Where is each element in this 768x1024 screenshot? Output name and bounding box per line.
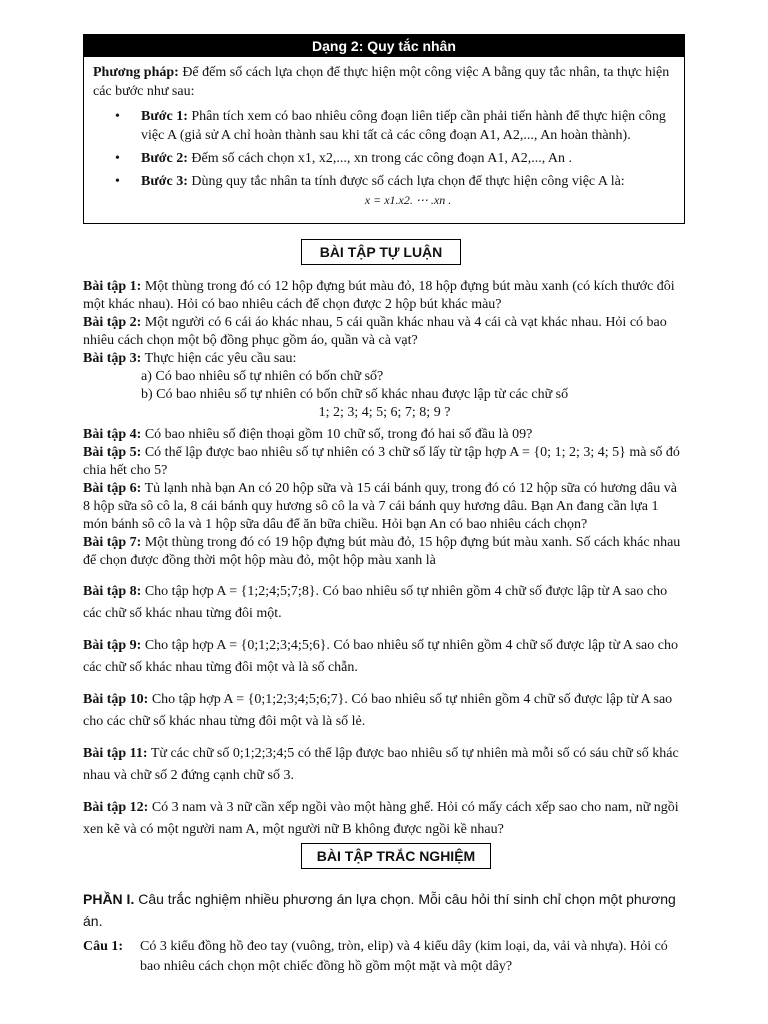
method-box (83, 34, 685, 224)
method-steps (93, 107, 675, 210)
exercise-text: Một thùng trong đó có 12 hộp đựng bút màu đỏ, 18 hộp đựng bút màu xanh (có kích thước đôi một khác nhau). Hỏi có bao nhiêu cách để chọn được 2 hộp bút khác màu? (83, 279, 675, 312)
exercise-11 (83, 743, 686, 787)
exercise-text: Một thùng trong đó có 19 hộp đựng bút màu đỏ, 15 hộp đựng bút màu xanh. Số cách khác nhau để chọn được đồng thời một hộp màu đỏ, một hộp màu xanh là (83, 535, 681, 568)
step-text: Dùng quy tắc nhân ta tính được số cách lựa chọn để thực hiện công việc A là: (187, 174, 625, 189)
method-formula: x = x1.x2. ⋯ .xn . (364, 193, 452, 207)
exercise-label: Bài tập 3: (83, 351, 142, 366)
exercise-10 (83, 689, 686, 733)
step-text: Phân tích xem có bao nhiêu công đoạn liên tiếp cần phải tiến hành để thực hiện công việc A (giả sử A chỉ hoàn thành sau khi tất cả các công đoạn A1, A2,..., An hoàn thành). (141, 109, 666, 143)
step-label: Bước 3: (141, 174, 188, 189)
exercise-text: Có thể lập được bao nhiêu số tự nhiên có 3 chữ số lấy từ tập hợp A = {0; 1; 2; 3; 4; 5} mà số đó chia hết cho 5? (83, 445, 680, 478)
part-1-text: Câu trắc nghiệm nhiều phương án lựa chọn. Mỗi câu hỏi thí sinh chỉ chọn một phương án. (83, 891, 676, 929)
bullet-icon: • (115, 151, 120, 166)
step-label: Bước 1: (141, 109, 188, 124)
question-1-label: Câu 1: (83, 939, 124, 954)
exercise-text: Cho tập hợp A = {0;1;2;3;4;5;6}. Có bao nhiêu số tự nhiên gồm 4 chữ số được lập từ A sao cho các chữ số khác nhau từng đôi một và là số chẵn. (83, 638, 678, 675)
section-title-trac-nghiem: BÀI TẬP TRẮC NGHIỆM (301, 843, 491, 869)
exercise-list-1 (83, 278, 686, 570)
exercise-3 (83, 350, 686, 368)
exercise-list-2 (83, 581, 686, 841)
exercise-3-set: 1; 2; 3; 4; 5; 6; 7; 8; 9 ? (318, 405, 451, 420)
part-1-label: PHẦN I. (83, 891, 135, 907)
exercise-2 (83, 314, 686, 350)
exercise-text: Tủ lạnh nhà bạn An có 20 hộp sữa và 15 cái bánh quy, trong đó có 12 hộp sữa có hương dâu và 8 hộp sữa sô cô la, 8 cái bánh quy hương sô cô la và 7 cái bánh quy hương dâu. Bạn An đang cần lựa 1 món bánh sô cô la và 1 hộp sữa dâu để ăn bữa chiều. Hỏi bạn An có bao nhiêu cách chọn? (83, 481, 677, 532)
exercise-text: Cho tập hợp A = {1;2;4;5;7;8}. Có bao nhiêu số tự nhiên gồm 4 chữ số được lập từ A sao cho các chữ số khác nhau từng đôi một. (83, 584, 668, 621)
step-text: Đếm số cách chọn x1, x2,..., xn trong các công đoạn A1, A2,..., An . (187, 151, 573, 166)
exercise-text: Có bao nhiêu số điện thoại gồm 10 chữ số, trong đó hai số đầu là 09? (141, 427, 533, 442)
exercise-label: Bài tập 7: (83, 535, 142, 550)
method-step-3 (115, 172, 675, 210)
exercise-5 (83, 444, 686, 480)
exercise-7 (83, 534, 686, 570)
exercise-label: Bài tập 5: (83, 445, 142, 460)
exercise-3b: b) Có bao nhiêu số tự nhiên có bốn chữ số khác nhau được lập từ các chữ số (141, 387, 569, 402)
method-intro-label: Phương pháp: (93, 65, 179, 80)
exercise-label: Bài tập 9: (83, 638, 142, 653)
exercise-12 (83, 797, 686, 841)
method-intro-text: Để đếm số cách lựa chọn để thực hiện một công việc A bằng quy tắc nhân, ta thực hiện các bước như sau: (93, 65, 670, 99)
question-1 (83, 937, 688, 977)
exercise-label: Bài tập 4: (83, 427, 142, 442)
method-body (84, 57, 684, 210)
exercise-label: Bài tập 11: (83, 746, 148, 761)
section-title-tu-luan: BÀI TẬP TỰ LUẬN (301, 239, 461, 265)
bullet-icon: • (115, 174, 120, 189)
exercise-text: Một người có 6 cái áo khác nhau, 5 cái quần khác nhau và 4 cái cà vạt khác nhau. Hỏi có bao nhiêu cách chọn một bộ đồng phục gồm áo, quần và cà vạt? (83, 315, 667, 348)
exercise-8 (83, 581, 686, 625)
exercise-label: Bài tập 10: (83, 692, 149, 707)
method-intro (93, 63, 675, 101)
exercise-3a: a) Có bao nhiêu số tự nhiên có bốn chữ số? (141, 369, 384, 384)
part-1-heading (83, 888, 688, 932)
exercise-label: Bài tập 12: (83, 800, 149, 815)
step-label: Bước 2: (141, 151, 188, 166)
exercise-4 (83, 426, 686, 444)
exercise-text: Có 3 nam và 3 nữ cần xếp ngồi vào một hàng ghế. Hỏi có mấy cách xếp sao cho nam, nữ ngồi xen kẽ và có một người nam A, một người nữ B không được ngồi kề nhau? (83, 800, 679, 837)
method-header: Dạng 2: Quy tắc nhân (84, 35, 684, 57)
bullet-icon: • (115, 109, 120, 124)
method-step-1 (115, 107, 675, 145)
question-1-text: Có 3 kiểu đồng hồ đeo tay (vuông, tròn, elip) và 4 kiểu dây (kim loại, da, vải và nhựa). Hỏi có bao nhiêu cách chọn một chiếc đồng hồ gồm một mặt và một dây? (140, 939, 668, 974)
exercise-text: Cho tập hợp A = {0;1;2;3;4;5;6;7}. Có bao nhiêu số tự nhiên gồm 4 chữ số được lập từ A sao cho các chữ số khác nhau từng đôi một và là số lẻ. (83, 692, 673, 729)
exercise-text: Thực hiện các yêu cầu sau: (141, 351, 297, 366)
exercise-label: Bài tập 2: (83, 315, 142, 330)
exercise-label: Bài tập 8: (83, 584, 142, 599)
exercise-1 (83, 278, 686, 314)
exercise-text: Từ các chữ số 0;1;2;3;4;5 có thể lập được bao nhiêu số tự nhiên mà mỗi số có sáu chữ số khác nhau và chữ số 2 đứng cạnh chữ số 3. (83, 746, 679, 783)
exercise-label: Bài tập 1: (83, 279, 142, 294)
exercise-label: Bài tập 6: (83, 481, 142, 496)
exercise-9 (83, 635, 686, 679)
exercise-6 (83, 480, 686, 534)
method-step-2 (115, 149, 675, 168)
